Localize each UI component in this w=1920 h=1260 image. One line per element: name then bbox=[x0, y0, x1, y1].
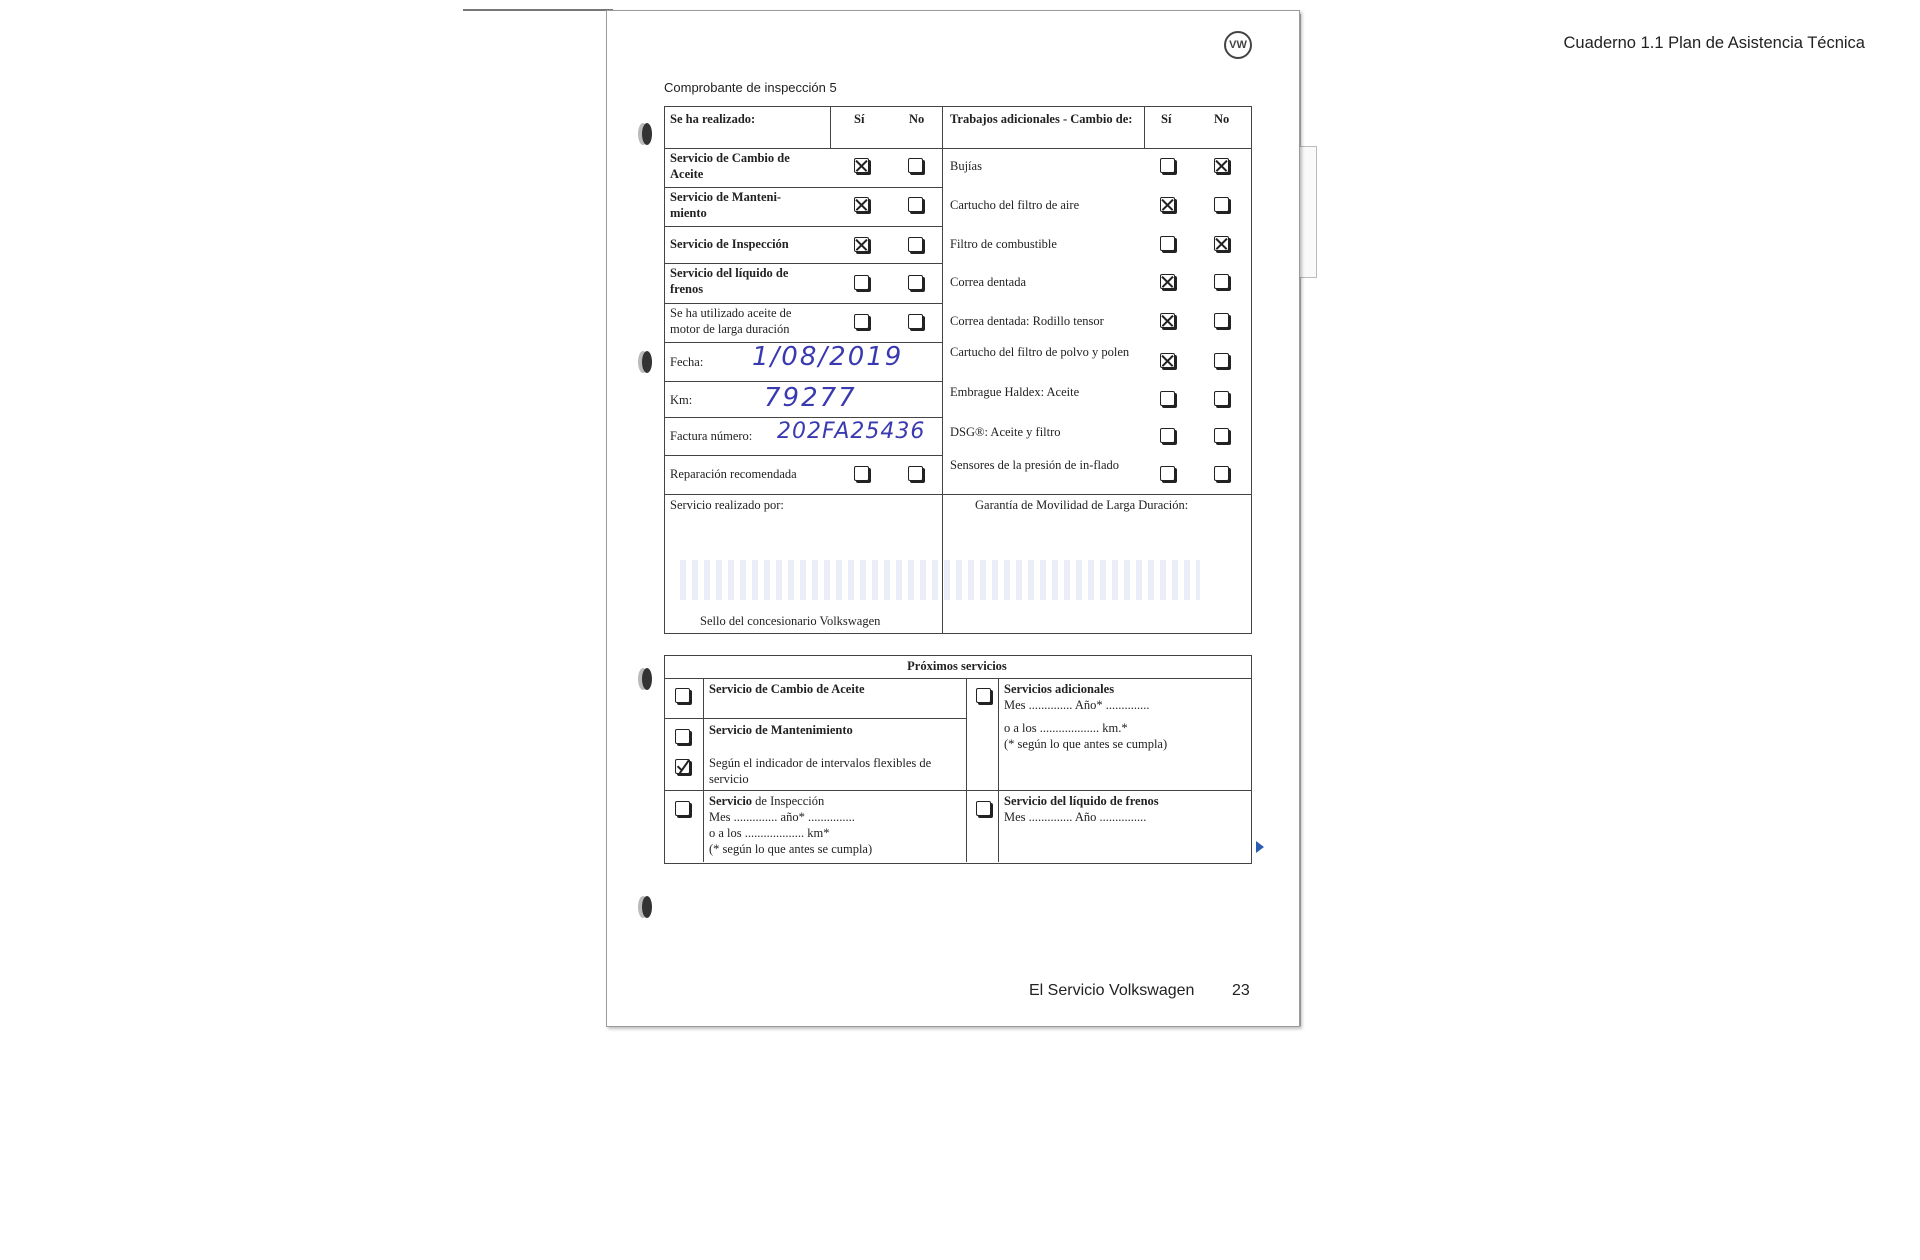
checkbox-no[interactable] bbox=[908, 314, 923, 329]
left-row-label: Se ha utilizado aceite de motor de larga duración bbox=[670, 306, 792, 336]
servicio-por-label: Servicio realizado por: bbox=[670, 498, 784, 512]
next-add-title: Servicios adicionales bbox=[1004, 682, 1115, 696]
table-rule bbox=[664, 303, 942, 304]
right-row-label: Cartucho del filtro de polvo y polen bbox=[950, 345, 1130, 359]
right-row-label: Filtro de combustible bbox=[950, 237, 1057, 251]
checkbox-si[interactable] bbox=[1160, 391, 1175, 406]
checkbox-checked-si[interactable] bbox=[854, 158, 869, 173]
checkbox-no[interactable] bbox=[908, 275, 923, 290]
checkbox-flex-checked[interactable] bbox=[675, 759, 690, 774]
next-insp-bold: Servicio bbox=[709, 794, 753, 808]
right-row-label: Correa dentada: Rodillo tensor bbox=[950, 314, 1104, 328]
checkbox-no[interactable] bbox=[908, 158, 923, 173]
next-insp-note: (* según lo que antes se cumpla) bbox=[709, 842, 873, 856]
checkbox-oil[interactable] bbox=[675, 688, 690, 703]
footer-title: El Servicio Volkswagen bbox=[1029, 982, 1195, 999]
garantia-label: Garantía de Movilidad de Larga Duración: bbox=[975, 498, 1189, 512]
page-header-title: Cuaderno 1.1 Plan de Asistencia Técnica bbox=[1563, 34, 1865, 52]
table-divider bbox=[703, 678, 704, 862]
next-add-km: o a los ................... km.* bbox=[1004, 721, 1128, 735]
checkbox-checked-si[interactable] bbox=[854, 197, 869, 212]
reparacion-label: Reparación recomendada bbox=[670, 467, 797, 481]
left-si-header: Sí bbox=[854, 112, 865, 126]
next-services-title: Próximos servicios bbox=[907, 659, 1007, 673]
table-rule bbox=[664, 790, 1251, 791]
checkbox-no[interactable] bbox=[908, 237, 923, 252]
left-row-label: Servicio de Cambio de Aceite bbox=[670, 151, 790, 181]
binder-hole-icon bbox=[642, 351, 652, 373]
table-divider bbox=[942, 106, 943, 633]
left-row-label: Servicio de Manteni-miento bbox=[670, 190, 782, 220]
right-row-label: Correa dentada bbox=[950, 275, 1027, 289]
checkbox-checked-si[interactable] bbox=[1160, 274, 1175, 289]
page-number: 23 bbox=[1232, 982, 1250, 999]
checkbox-checked-no[interactable] bbox=[1214, 236, 1229, 251]
table-rule bbox=[664, 494, 942, 495]
next-add-mes: Mes .............. Año* .............. bbox=[1004, 698, 1150, 712]
checkbox-checked-si[interactable] bbox=[1160, 313, 1175, 328]
table-divider bbox=[830, 106, 831, 148]
next-oil-label: Servicio de Cambio de Aceite bbox=[709, 682, 865, 696]
table-rule bbox=[664, 718, 966, 719]
checkbox-checked-no[interactable] bbox=[1214, 158, 1229, 173]
checkbox-no[interactable] bbox=[1214, 391, 1229, 406]
left-row-label: Servicio de Inspección bbox=[670, 237, 789, 251]
table-rule bbox=[664, 455, 942, 456]
next-insp-rest: de Inspección bbox=[752, 794, 825, 808]
checkbox-si[interactable] bbox=[854, 314, 869, 329]
checkbox-no[interactable] bbox=[1214, 353, 1229, 368]
checkbox-no[interactable] bbox=[1214, 466, 1229, 481]
fecha-handwritten: 1/08/2019 bbox=[752, 342, 904, 372]
next-brake-title: Servicio del líquido de frenos bbox=[1004, 794, 1159, 808]
table-divider bbox=[1144, 106, 1145, 148]
table-divider bbox=[966, 678, 967, 862]
factura-label: Factura número: bbox=[670, 429, 753, 443]
next-maint-label: Servicio de Mantenimiento bbox=[709, 723, 853, 737]
left-no-header: No bbox=[909, 112, 925, 126]
checkbox-no[interactable] bbox=[1214, 313, 1229, 328]
factura-handwritten: 202FA25436 bbox=[777, 419, 926, 444]
next-insp-km: o a los ................... km* bbox=[709, 826, 830, 840]
table-rule bbox=[664, 263, 942, 264]
table-rule bbox=[664, 226, 942, 227]
right-no-header: No bbox=[1214, 112, 1230, 126]
checkbox-no[interactable] bbox=[1214, 428, 1229, 443]
checkbox-no[interactable] bbox=[1214, 197, 1229, 212]
left-col-header: Se ha realizado: bbox=[670, 112, 756, 126]
right-row-label: Bujías bbox=[950, 159, 982, 173]
dealer-stamp-faint bbox=[680, 560, 1200, 600]
binder-hole-icon bbox=[642, 896, 652, 918]
next-add-note: (* según lo que antes se cumpla) bbox=[1004, 737, 1168, 751]
right-row-label: Cartucho del filtro de aire bbox=[950, 198, 1080, 212]
checkbox-brake[interactable] bbox=[976, 801, 991, 816]
checkbox-no[interactable] bbox=[908, 197, 923, 212]
table-rule bbox=[664, 187, 942, 188]
next-flex-label: Según el indicador de intervalos flexibles de servicio bbox=[709, 756, 932, 786]
checkbox-checked-si[interactable] bbox=[1160, 197, 1175, 212]
checkbox-additional[interactable] bbox=[976, 688, 991, 703]
checkbox-si[interactable] bbox=[854, 275, 869, 290]
checkbox-no[interactable] bbox=[1214, 274, 1229, 289]
table-rule bbox=[664, 417, 942, 418]
binder-hole-icon bbox=[642, 123, 652, 145]
checkbox-si[interactable] bbox=[1160, 466, 1175, 481]
right-col-header: Trabajos adicionales - Cambio de: bbox=[950, 112, 1133, 126]
checkbox-si[interactable] bbox=[1160, 158, 1175, 173]
checkbox-no[interactable] bbox=[908, 466, 923, 481]
checkbox-checked-si[interactable] bbox=[854, 237, 869, 252]
right-row-label: Embrague Haldex: Aceite bbox=[950, 385, 1080, 399]
vw-logo-icon: VW bbox=[1224, 31, 1252, 59]
checkbox-checked-si[interactable] bbox=[1160, 353, 1175, 368]
right-row-label: Sensores de la presión de in-flado bbox=[950, 458, 1120, 472]
table-rule bbox=[664, 678, 1251, 679]
fecha-label: Fecha: bbox=[670, 355, 704, 369]
checkbox-si[interactable] bbox=[1160, 236, 1175, 251]
inspection-subtitle: Comprobante de inspección 5 bbox=[664, 80, 837, 95]
checkbox-si[interactable] bbox=[1160, 428, 1175, 443]
km-handwritten: 79277 bbox=[764, 383, 857, 413]
right-si-header: Sí bbox=[1161, 112, 1172, 126]
km-label: Km: bbox=[670, 393, 693, 407]
next-insp-label bbox=[709, 794, 824, 810]
next-insp-mes: Mes .............. año* ............... bbox=[709, 810, 855, 824]
sello-label: Sello del concesionario Volkswagen bbox=[700, 614, 881, 628]
scan-edge-line bbox=[463, 9, 613, 11]
checkbox-insp[interactable] bbox=[675, 801, 690, 816]
checkbox-maint[interactable] bbox=[675, 729, 690, 744]
left-row-label: Servicio del líquido de frenos bbox=[670, 266, 789, 296]
table-rule bbox=[942, 494, 1251, 495]
checkbox-si[interactable] bbox=[854, 466, 869, 481]
table-rule bbox=[664, 381, 942, 382]
next-brake-mes: Mes .............. Año ............... bbox=[1004, 810, 1147, 824]
table-rule bbox=[664, 148, 1251, 149]
binder-hole-icon bbox=[642, 668, 652, 690]
table-divider bbox=[998, 678, 999, 862]
right-row-label: DSG®: Aceite y filtro bbox=[950, 425, 1061, 439]
next-page-arrow-icon bbox=[1256, 841, 1264, 853]
